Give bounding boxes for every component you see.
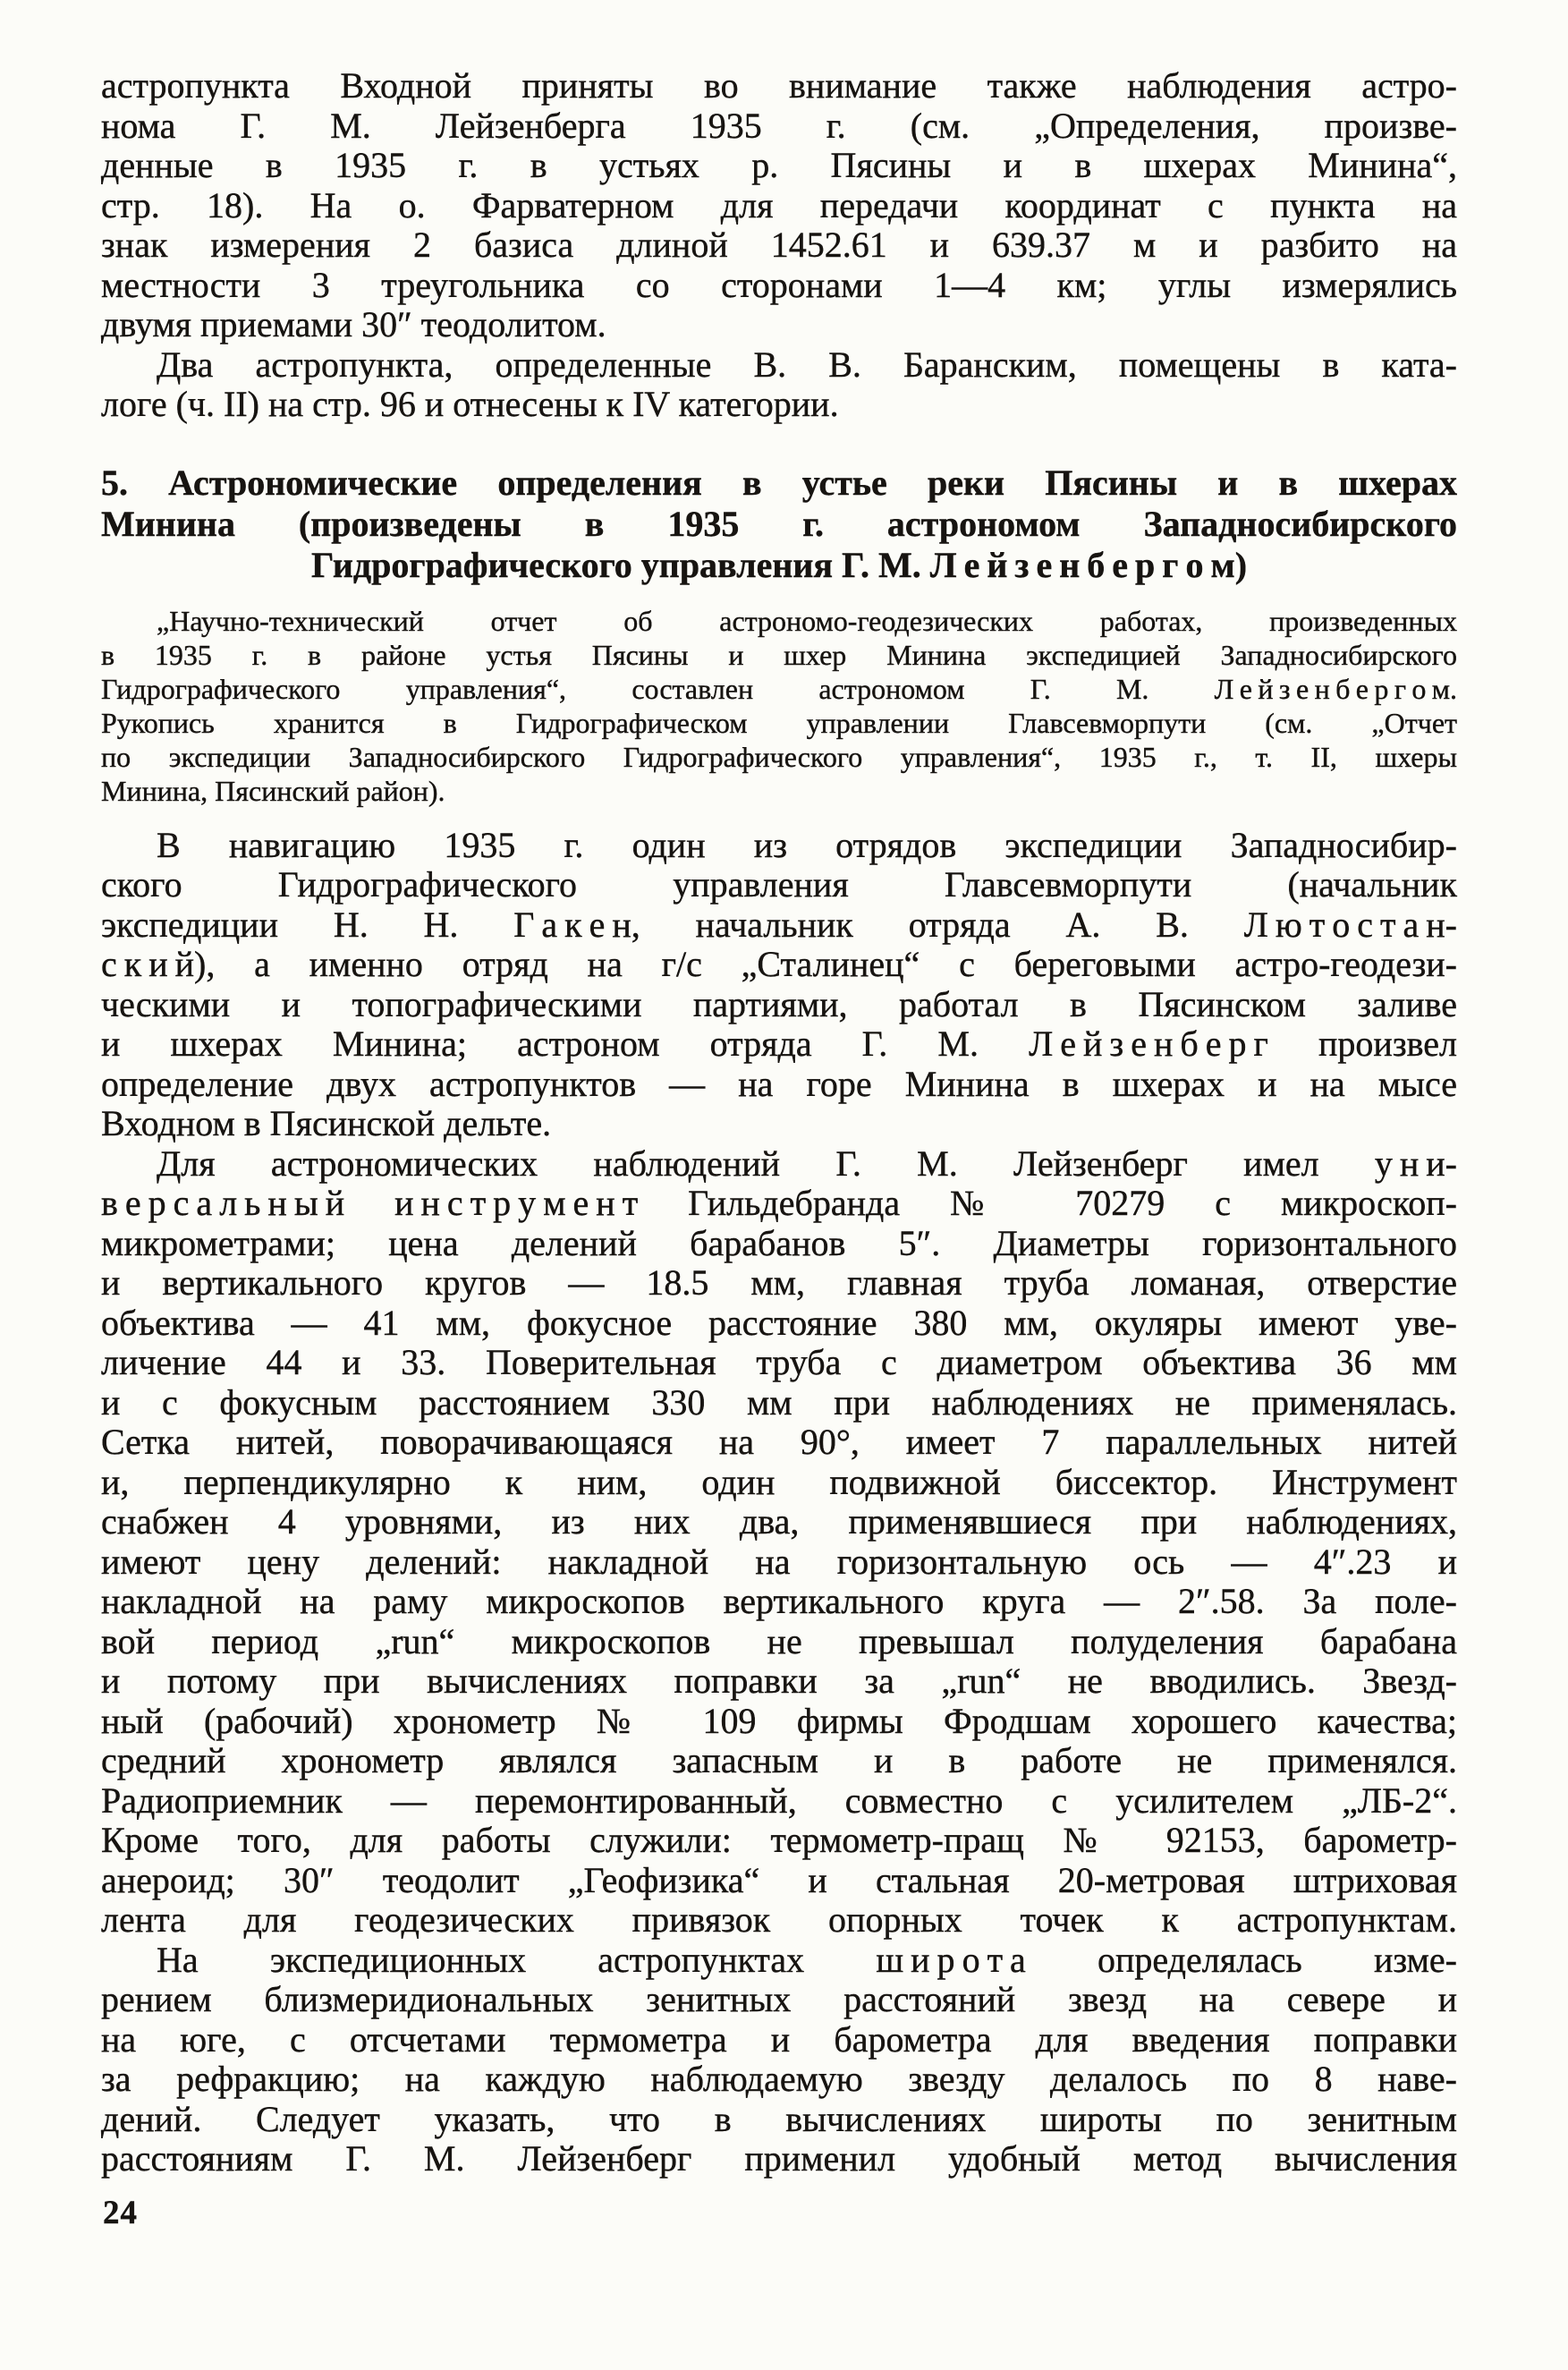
text-line: знак измерения 2 базиса длиной 1452.61 и 639.37 м и разбито на [101, 225, 1457, 265]
text-line: расстояниям Г. М. Лейзенберг применил удобный метод вычисления [101, 2138, 1457, 2179]
text-line: логе (ч. II) на стр. 96 и отнесены к IV категории. [101, 384, 839, 424]
text-line: лента для геодезических привязок опорных точек к астропунктам. [101, 1899, 1457, 1940]
text-line: Кроме того, для работы служили: термометр-пращ № 92153, барометр- [101, 1820, 1457, 1860]
page-number: 24 [103, 2195, 138, 2231]
text-line: стр. 18). На о. Фарватерном для передачи координат с пункта на [101, 184, 1457, 225]
text-line: микрометрами; цена делений барабанов 5″. Диаметры горизонтального [101, 1222, 1457, 1263]
text-line: и потому при вычислениях поправки за „run“ не вводились. Звезд- [101, 1661, 1457, 1701]
paragraph-navigation-1935 [101, 826, 1457, 1144]
text-line: астропункта Входной приняты во внимание также наблюдения астро- [101, 65, 1457, 106]
text-line: имеют цену делений: накладной на горизонтальную ось — 4″.23 и [101, 1541, 1457, 1582]
text-line: в 1935 г. в районе устья Пясины и шхер Минина экспедицией Западносибирского [101, 638, 1457, 671]
text-line: и, перпендикулярно к ним, один подвижной биссектор. Инструмент [101, 1461, 1457, 1502]
text-line: снабжен 4 уровнями, из них два, применявшиеся при наблюдениях, [101, 1501, 1457, 1542]
paragraph-latitude [101, 1941, 1457, 2179]
paragraph-continuation [101, 66, 1457, 345]
text-line: ского Гидрографического управления Главсевморпути (начальник [101, 864, 1457, 905]
text-line: нома Г. М. Лейзенберга 1935 г. (см. „Определения, произве- [101, 105, 1457, 146]
text-line: и шхерах Минина; астроном отряда Г. М. Л е й з е н б е р г произвел [101, 1024, 1457, 1064]
text-line: ный (рабочий) хронометр № 109 фирмы Фродшам хорошего качества; [101, 1700, 1457, 1741]
text-line: Гидрографического управления“, составлен астрономом Г. М. Л е й з е н б е р г о м. [101, 672, 1457, 705]
text-line: вой период „run“ микроскопов не превышал полуделения барабана [101, 1620, 1457, 1661]
text-line: ческими и топографическими партиями, работал в Пясинском заливе [101, 983, 1457, 1024]
text-line: На экспедиционных астропунктах ш и р о т а определялась изме- [157, 1939, 1457, 1980]
note-small-print [101, 604, 1457, 808]
text-line: накладной на раму микроскопов вертикального круга — 2″.58. За поле- [101, 1581, 1457, 1621]
text-line: экспедиции Н. Н. Г а к е н, начальник отряда А. В. Л ю т о с т а н- [101, 904, 1457, 945]
text-line: Гидрографического управления Г. М. Л е й з е н б е р г о м) [310, 544, 1248, 585]
text-line: в е р с а л ь н ы й и н с т р у м е н т Гильдебранда № 70279 с микроскоп- [101, 1183, 1457, 1223]
text-line: В навигацию 1935 г. один из отрядов экспедиции Западносибир- [157, 824, 1457, 865]
text-line: личение 44 и 33. Поверительная труба с диаметром объектива 36 мм [101, 1342, 1457, 1382]
text-line: Сетка нитей, поворачивающаяся на 90°, имеет 7 параллельных нитей [101, 1422, 1457, 1462]
text-line: на юге, с отсчетами термометра и барометра для введения поправки [101, 2018, 1457, 2060]
text-line: Рукопись хранится в Гидрографическом управлении Главсевморпути (см. „Отчет [101, 706, 1457, 739]
text-line: объектива — 41 мм, фокусное расстояние 380 мм, окуляры имеют уве- [101, 1302, 1457, 1343]
text-line: дений. Следует указать, что в вычислениях широты по зенитным [101, 2098, 1457, 2139]
text-line: 5. Астрономические определения в устье реки Пясины и в шхерах [101, 462, 1457, 503]
text-line: местности 3 треугольника со сторонами 1—4 км; углы измерялись [101, 264, 1457, 305]
text-line: Радиоприемник — перемонтированный, совместно с усилителем „ЛБ-2“. [101, 1780, 1457, 1821]
text-line: Входном в Пясинской дельте. [101, 1103, 552, 1143]
paragraph-catalog [101, 345, 1457, 425]
paragraph-instrument [101, 1144, 1457, 1941]
text-line: Два астропункта, определенные В. В. Баранским, помещены в ката- [157, 344, 1457, 385]
text-line: по экспедиции Западносибирского Гидрографического управления“, 1935 г., т. II, шхеры [101, 740, 1457, 773]
text-line: Минина, Пясинский район). [101, 774, 445, 807]
text-line: с к и й), а именно отряд на г/с „Сталинец“ с береговыми астро-геодези- [101, 944, 1457, 984]
text-line: рением близмеридиональных зенитных расстояний звезд на севере и [101, 1979, 1457, 2019]
text-line: денные в 1935 г. в устьях р. Пясины и в шхерах Минина“, [101, 145, 1457, 185]
text-line: и вертикального кругов — 18.5 мм, главная труба ломаная, отверстие [101, 1262, 1457, 1303]
text-line: Минина (произведены в 1935 г. астрономом Западносибирского [101, 503, 1457, 544]
text-line: анероид; 30″ теодолит „Геофизика“ и стальная 20-метровая штриховая [101, 1859, 1457, 1900]
text-line: за рефракцию; на каждую наблюдаемую звезду делалось по 8 наве- [101, 2059, 1457, 2099]
text-line: „Научно-технический отчет об астрономо-геодезических работах, произведенных [157, 604, 1457, 637]
text-line: средний хронометр являлся запасным и в работе не применялся. [101, 1740, 1457, 1780]
text-line: двумя приемами 30″ теодолитом. [101, 304, 606, 344]
section-heading [101, 463, 1457, 586]
page-text-column [101, 66, 1457, 2179]
text-line: и с фокусным расстоянием 330 мм при наблюдениях не применялась. [101, 1381, 1457, 1423]
text-line: Для астрономических наблюдений Г. М. Лейзенберг имел у н и- [157, 1143, 1457, 1184]
text-line: определение двух астропунктов — на горе Минина в шхерах и на мысе [101, 1063, 1457, 1104]
